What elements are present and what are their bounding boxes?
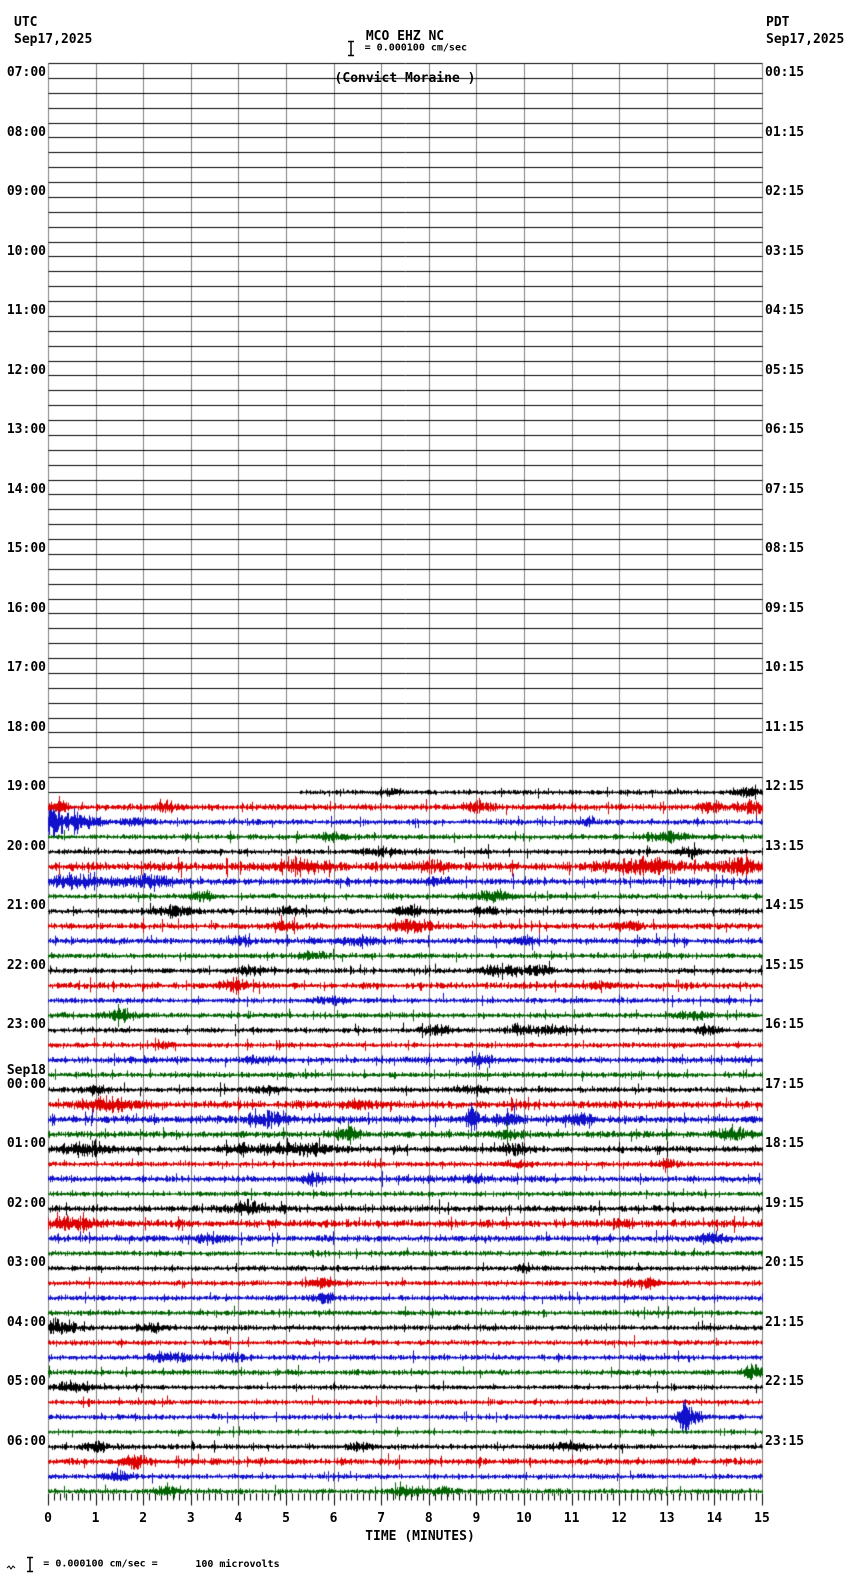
pdt-hour-label: 07:15 xyxy=(765,481,805,497)
pdt-hour-label: 14:15 xyxy=(765,898,805,914)
scale-label: = 0.000100 cm/sec xyxy=(364,42,467,54)
date-break-label: Sep18 xyxy=(6,1062,46,1078)
pdt-hour-label: 11:15 xyxy=(765,719,805,735)
pdt-hour-label: 21:15 xyxy=(765,1314,805,1330)
header-scale xyxy=(347,38,467,57)
pdt-hour-label: 02:15 xyxy=(765,184,805,200)
footer-scale-text: = 0.000100 cm/sec = xyxy=(43,1558,158,1570)
pdt-hour-label: 18:15 xyxy=(765,1136,805,1152)
pdt-timezone-label: PDT xyxy=(766,15,790,30)
pdt-hour-label: 10:15 xyxy=(765,660,805,676)
utc-hour-label: 17:00 xyxy=(6,660,46,676)
x-tick-label: 0 xyxy=(44,1511,52,1526)
utc-hour-label: 03:00 xyxy=(6,1255,46,1271)
utc-hour-label: 14:00 xyxy=(6,481,46,497)
station-title: MCO EHZ NC xyxy=(365,29,445,44)
utc-hour-label: 02:00 xyxy=(6,1195,46,1211)
x-tick-label: 4 xyxy=(234,1511,243,1526)
utc-hour-label: 05:00 xyxy=(6,1374,46,1390)
utc-hour-label: 06:00 xyxy=(6,1433,46,1449)
x-tick-label: 14 xyxy=(706,1511,723,1526)
x-tick-label: 7 xyxy=(377,1511,386,1526)
pdt-hour-label: 15:15 xyxy=(765,957,805,973)
location-subtitle: (Convict Moraine ) xyxy=(334,71,476,86)
utc-hour-label: 16:00 xyxy=(6,600,46,616)
pdt-hour-label: 16:15 xyxy=(765,1017,805,1033)
x-tick-label: 12 xyxy=(611,1511,628,1526)
utc-hour-label: 07:00 xyxy=(6,65,46,81)
pdt-hour-label: 00:15 xyxy=(765,65,805,81)
x-tick-label: 8 xyxy=(424,1511,433,1526)
pdt-hour-label: 17:15 xyxy=(765,1076,805,1092)
utc-hour-label: 04:00 xyxy=(6,1314,46,1330)
pdt-date-label: Sep17,2025 xyxy=(766,32,845,47)
footer-microvolts-text: 100 microvolts xyxy=(195,1558,280,1570)
x-tick-label: 15 xyxy=(754,1511,770,1526)
utc-timezone-label: UTC xyxy=(14,15,38,30)
footer-scale-note xyxy=(6,1554,280,1573)
utc-hour-label: 12:00 xyxy=(6,362,46,378)
utc-hour-label: 13:00 xyxy=(6,422,46,438)
pdt-hour-label: 23:15 xyxy=(765,1433,805,1449)
utc-hour-label: 23:00 xyxy=(6,1017,46,1033)
utc-hour-label: 18:00 xyxy=(6,719,46,735)
pdt-hour-label: 06:15 xyxy=(765,422,805,438)
utc-hour-label: 19:00 xyxy=(6,779,46,795)
utc-hour-label: 08:00 xyxy=(6,124,46,140)
footer-scale-bar-icon xyxy=(26,1556,34,1573)
x-tick-label: 13 xyxy=(658,1511,675,1526)
utc-hour-label: 15:00 xyxy=(6,541,46,557)
x-tick-label: 5 xyxy=(282,1511,290,1526)
pdt-hour-label: 08:15 xyxy=(765,541,805,557)
pdt-hour-label: 01:15 xyxy=(765,124,805,140)
utc-date-label: Sep17,2025 xyxy=(14,32,93,47)
x-axis-title: TIME (MINUTES) xyxy=(365,1529,475,1544)
scale-bar-icon xyxy=(347,40,355,57)
utc-hour-label: 10:00 xyxy=(6,243,46,259)
pdt-hour-label: 20:15 xyxy=(765,1255,805,1271)
x-tick-label: 9 xyxy=(472,1511,481,1526)
x-tick-label: 6 xyxy=(329,1511,338,1526)
pdt-hour-label: 12:15 xyxy=(765,779,805,795)
x-tick-label: 11 xyxy=(563,1511,580,1526)
x-tick-label: 1 xyxy=(91,1511,100,1526)
noise-sample-icon xyxy=(6,1563,16,1571)
utc-hour-label: 20:00 xyxy=(6,838,46,854)
utc-hour-label: 01:00 xyxy=(6,1136,46,1152)
utc-hour-label: 09:00 xyxy=(6,184,46,200)
x-tick-label: 3 xyxy=(186,1511,195,1526)
pdt-hour-label: 05:15 xyxy=(765,362,805,378)
pdt-hour-label: 22:15 xyxy=(765,1374,805,1390)
pdt-hour-label: 03:15 xyxy=(765,243,805,259)
utc-hour-label: 11:00 xyxy=(6,303,46,319)
pdt-hour-label: 04:15 xyxy=(765,303,805,319)
pdt-hour-label: 19:15 xyxy=(765,1195,805,1211)
utc-hour-label: 21:00 xyxy=(6,898,46,914)
x-tick-label: 2 xyxy=(139,1511,148,1526)
pdt-hour-label: 09:15 xyxy=(765,600,805,616)
pdt-hour-label: 13:15 xyxy=(765,838,805,854)
utc-hour-label: 22:00 xyxy=(6,957,46,973)
x-tick-label: 10 xyxy=(516,1511,532,1526)
utc-hour-label: 00:00 xyxy=(6,1076,46,1092)
